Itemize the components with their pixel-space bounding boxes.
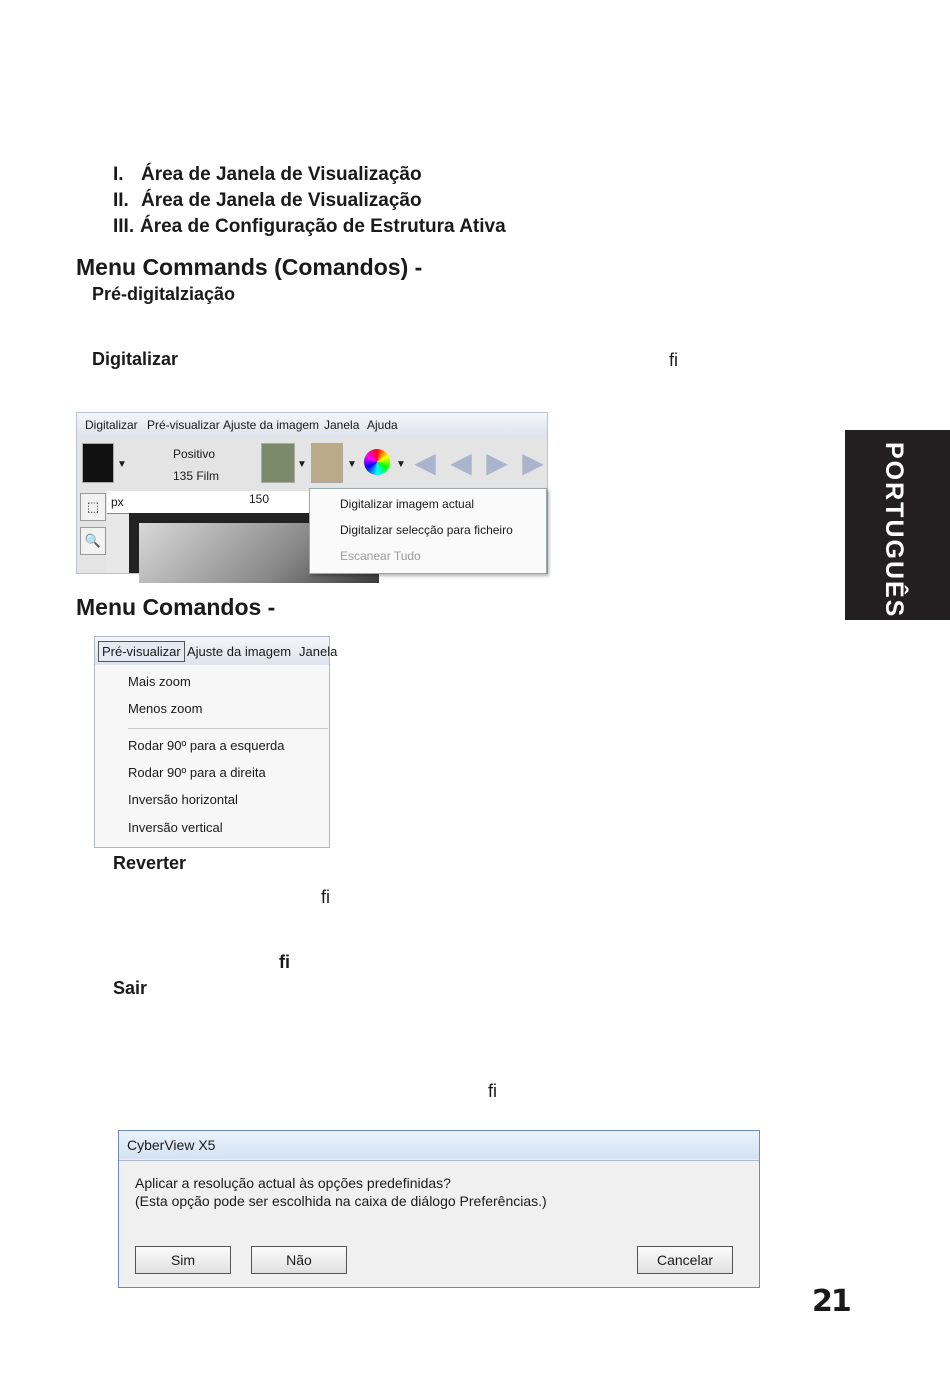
menu-item-zoom-in[interactable]: Mais zoom — [128, 674, 191, 689]
menu-item-rotate-right[interactable]: Rodar 90º para a direita — [128, 765, 266, 780]
page-number: 21 — [812, 1284, 850, 1319]
cancel-button[interactable]: Cancelar — [637, 1246, 733, 1274]
menu-ajuda[interactable]: Ajuda — [367, 418, 398, 432]
menu-janela[interactable]: Janela — [299, 644, 338, 659]
menu-item-flip-vertical[interactable]: Inversão vertical — [128, 820, 223, 835]
menu-item-scan-current[interactable]: Digitalizar imagem actual — [340, 497, 475, 511]
menu-bar — [95, 637, 338, 665]
menu-digitalizar[interactable]: Digitalizar — [85, 418, 138, 432]
scan-dropdown-menu — [309, 488, 547, 574]
menu-item-scan-all: Escanear Tudo — [340, 549, 421, 563]
dropdown-arrow-icon[interactable]: ▼ — [396, 459, 406, 470]
menu-bar — [77, 413, 547, 437]
ruler-value: 150 — [249, 492, 270, 506]
zoom-icon[interactable]: 🔍 — [80, 527, 106, 555]
list-item: I. Área de Janela de Visualização — [113, 164, 422, 185]
language-side-tab — [845, 430, 950, 620]
film-thumbnail-icon[interactable] — [82, 443, 114, 483]
first-frame-icon[interactable]: ◀ — [414, 447, 436, 478]
menu-item-flip-horizontal[interactable]: Inversão horizontal — [128, 792, 238, 807]
menu-ajuste-imagem[interactable]: Ajuste da imagem — [223, 418, 320, 432]
ligature-fragment: fi — [279, 952, 290, 972]
color-wheel-icon[interactable] — [364, 449, 390, 475]
film-format: 135 Film — [173, 469, 220, 483]
dialog-title: CyberView X5 — [127, 1137, 216, 1153]
confirm-dialog — [118, 1130, 760, 1288]
menu-item-scan-to-file[interactable]: Digitalizar selecção para ficheiro — [340, 523, 513, 537]
preview-menu-screenshot — [94, 636, 338, 848]
eye-icon[interactable] — [261, 443, 295, 483]
list-item: II. Área de Janela de Visualização — [113, 190, 422, 211]
crop-icon[interactable]: ⬚ — [80, 493, 106, 521]
subheading-prescan: Pré-digitalziação — [92, 284, 236, 304]
menu-item-rotate-left[interactable]: Rodar 90º para a esquerda — [128, 738, 285, 753]
tool-sidebar — [77, 491, 107, 573]
subheading-revert: Reverter — [113, 853, 187, 873]
film-type: Positivo — [173, 447, 216, 461]
menu-janela[interactable]: Janela — [324, 418, 360, 432]
menu-item-zoom-out[interactable]: Menos zoom — [128, 701, 203, 716]
subheading-exit: Sair — [113, 978, 148, 998]
dialog-title-bar — [119, 1131, 759, 1159]
dialog-message-line2: (Esta opção pode ser escolhida na caixa de diálogo Preferências.) — [135, 1193, 547, 1209]
dropdown-arrow-icon[interactable]: ▼ — [117, 459, 127, 470]
scan-menu-screenshot — [76, 412, 548, 574]
side-tab-label: PORTUGUÊS — [880, 442, 908, 619]
previous-frame-icon[interactable]: ◀ — [450, 447, 472, 478]
yes-button[interactable]: Sim — [135, 1246, 231, 1274]
menu-separator — [128, 728, 328, 729]
ruler-unit: px — [111, 495, 124, 509]
last-frame-icon[interactable]: ▶ — [522, 447, 544, 478]
dialog-message-line1: Aplicar a resolução actual às opções predefinidas? — [135, 1175, 451, 1191]
heading-menu-comandos: Menu Comandos - — [76, 594, 276, 620]
outline-list — [113, 162, 506, 240]
menu-pre-visualizar[interactable]: Pré-visualizar — [147, 418, 220, 432]
menu-ajuste-imagem[interactable]: Ajuste da imagem — [187, 644, 292, 659]
menu-pre-visualizar[interactable]: Pré-visualizar — [98, 641, 185, 662]
dropdown-arrow-icon[interactable]: ▼ — [297, 459, 307, 470]
subheading-scan: Digitalizar — [92, 349, 179, 369]
film-strip-icon[interactable] — [311, 443, 343, 483]
no-button[interactable]: Não — [251, 1246, 347, 1274]
ligature-fragment: fi — [321, 887, 330, 907]
list-item: III. Área de Configuração de Estrutura Ativa — [113, 216, 506, 237]
dropdown-arrow-icon[interactable]: ▼ — [347, 459, 357, 470]
next-frame-icon[interactable]: ▶ — [486, 447, 508, 478]
toolbar — [77, 437, 547, 492]
heading-menu-commands: Menu Commands (Comandos) - — [76, 254, 423, 280]
ligature-fragment: fi — [488, 1081, 497, 1101]
ligature-fragment: fi — [669, 350, 678, 370]
